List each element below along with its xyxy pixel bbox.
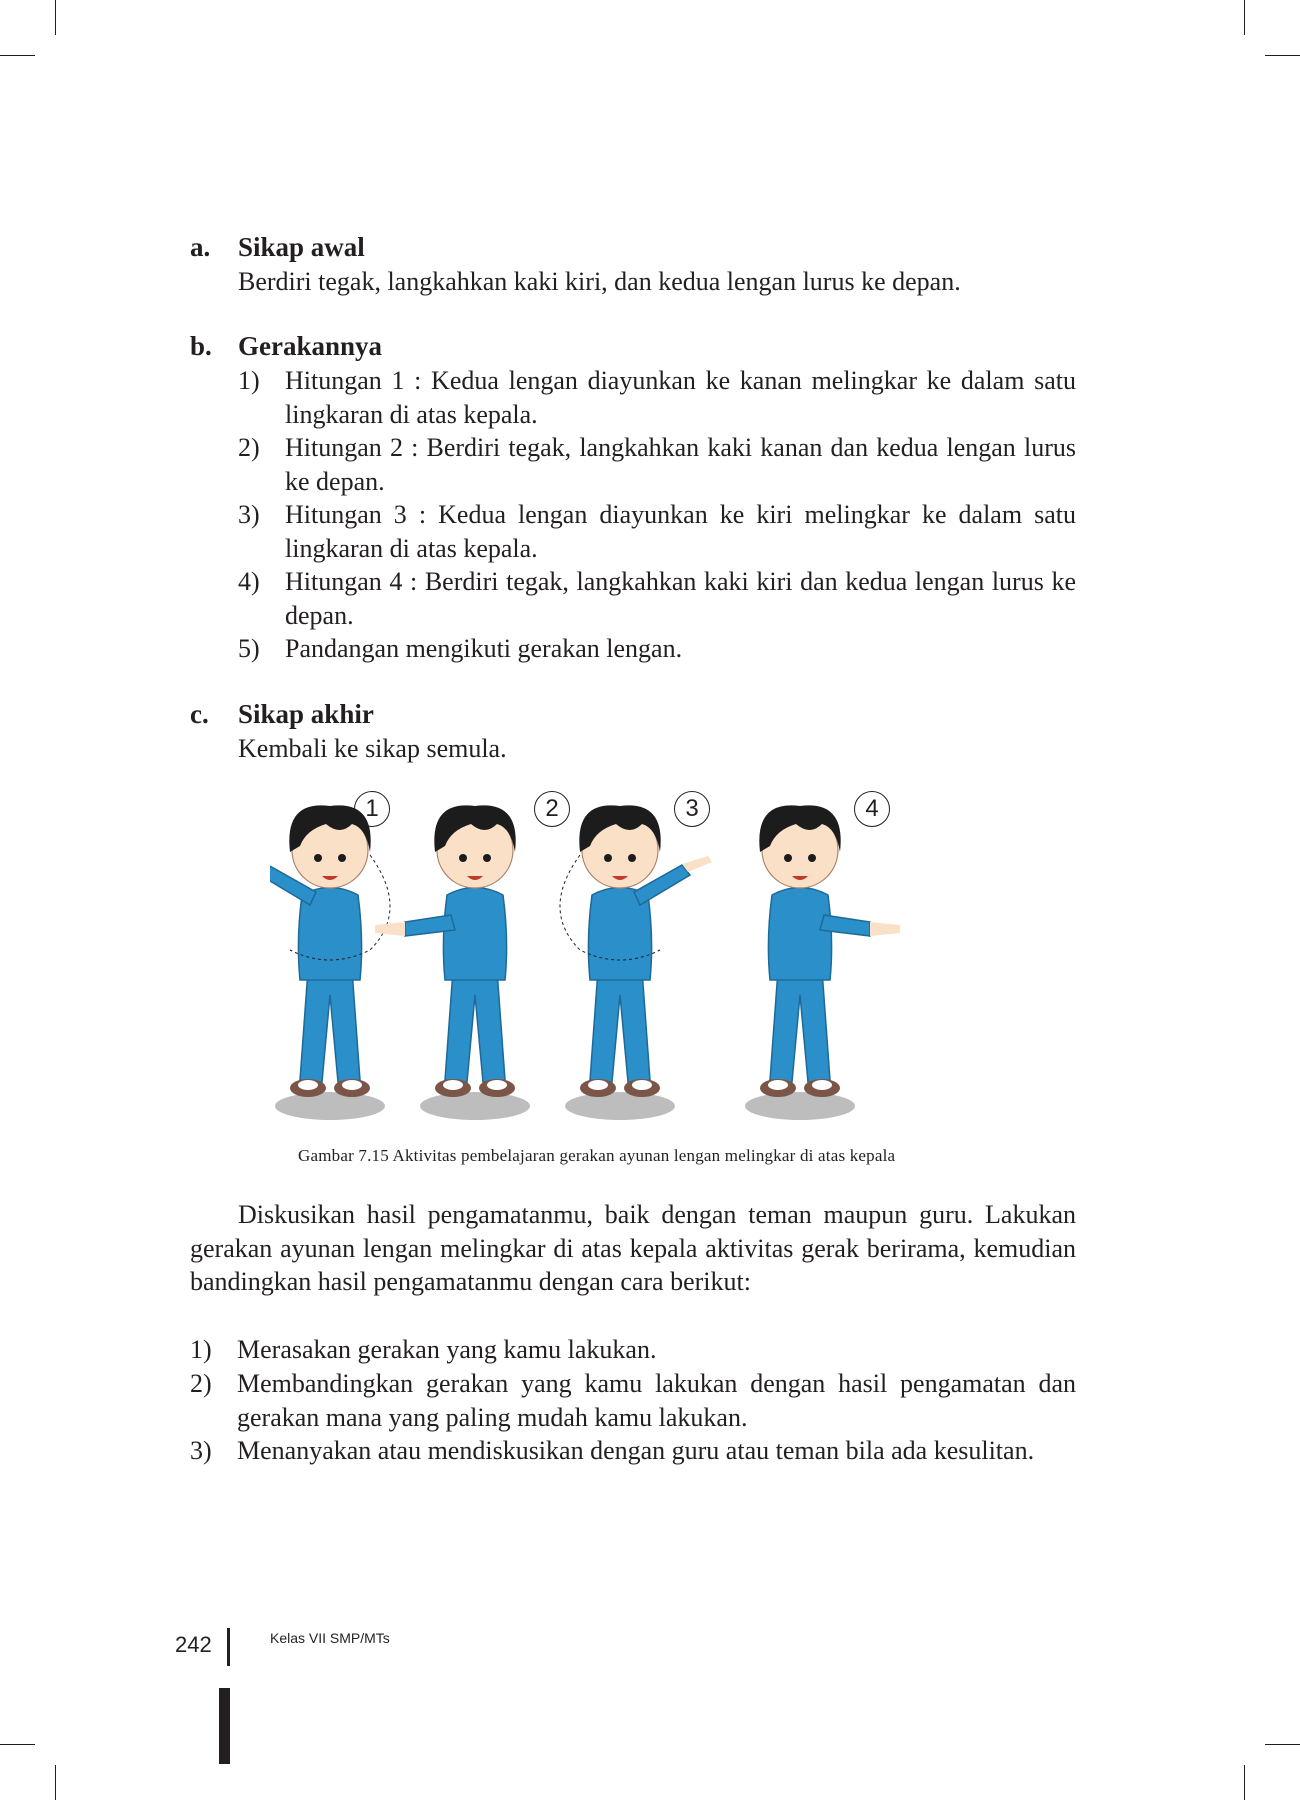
section-a-text: Berdiri tegak, langkahkan kaki kiri, dan kedua lengan lurus ke depan. bbox=[238, 267, 961, 296]
list-text: Menanyakan atau mendiskusikan dengan guru atau teman bila ada kesulitan. bbox=[237, 1436, 1035, 1465]
step-text: Hitungan 2 : Berdiri tegak, langkahkan kaki kanan dan kedua lengan lurus ke depan. bbox=[285, 433, 1076, 496]
figure-illustration bbox=[270, 780, 1030, 1140]
step-number: 5) bbox=[238, 634, 260, 663]
kid-figure-2 bbox=[375, 805, 530, 1120]
crop-mark bbox=[55, 1765, 56, 1800]
list-item bbox=[190, 1333, 1076, 1367]
list-number: 1) bbox=[190, 1335, 212, 1364]
discussion-paragraph bbox=[190, 1198, 1076, 1299]
book-title: Kelas VII SMP/MTs bbox=[270, 1630, 390, 1646]
section-c-text: Kembali ke sikap semula. bbox=[238, 734, 507, 763]
step-item bbox=[238, 565, 1076, 632]
crop-mark bbox=[1265, 55, 1300, 56]
crop-mark bbox=[55, 0, 56, 35]
section-c-title: Sikap akhir bbox=[238, 699, 374, 729]
kid-figure-3 bbox=[560, 805, 712, 1120]
section-c-letter: c. bbox=[190, 699, 209, 729]
list-number: 3) bbox=[190, 1436, 212, 1465]
step-label-2: 2 bbox=[534, 791, 570, 827]
footer-bar bbox=[219, 1688, 230, 1764]
step-text: Hitungan 1 : Kedua lengan diayunkan ke kanan melingkar ke dalam satu lingkaran di atas kepala. bbox=[285, 366, 1076, 429]
step-number: 2) bbox=[238, 433, 260, 462]
figure-arm-swing bbox=[270, 780, 1030, 1140]
step-label-1: 1 bbox=[354, 791, 390, 827]
step-number: 4) bbox=[238, 567, 260, 596]
page-number: 242 bbox=[175, 1632, 212, 1657]
step-text: Pandangan mengikuti gerakan lengan. bbox=[285, 634, 683, 663]
section-a-title: Sikap awal bbox=[238, 232, 365, 262]
step-text: Hitungan 3 : Kedua lengan diayunkan ke kiri melingkar ke dalam satu lingkaran di atas kepala. bbox=[285, 500, 1076, 563]
step-number: 3) bbox=[238, 500, 260, 529]
crop-mark bbox=[1265, 1744, 1300, 1745]
list-number: 2) bbox=[190, 1369, 212, 1398]
step-number: 1) bbox=[238, 366, 260, 395]
list-text: Merasakan gerakan yang kamu lakukan. bbox=[237, 1335, 657, 1364]
step-item bbox=[238, 498, 1076, 565]
step-label-4: 4 bbox=[854, 791, 890, 827]
list-text: Membandingkan gerakan yang kamu lakukan dengan hasil pengamatan dan gerakan mana yang paling mudah kamu lakukan. bbox=[237, 1369, 1076, 1432]
figure-caption: Gambar 7.15 Aktivitas pembelajaran gerakan ayunan lengan melingkar di atas kepala bbox=[298, 1146, 896, 1165]
section-a-letter: a. bbox=[190, 232, 211, 262]
crop-mark bbox=[1244, 1765, 1245, 1800]
list-item bbox=[190, 1434, 1076, 1468]
discussion-paragraph-text: Diskusikan hasil pengamatanmu, baik dengan teman maupun guru. Lakukan gerakan ayunan lengan melingkar di atas kepala aktivitas gerak berirama, kemudian bandingkan hasil pengamatanmu dengan cara berikut: bbox=[190, 1200, 1076, 1296]
step-item bbox=[238, 632, 1076, 666]
crop-mark bbox=[0, 55, 35, 56]
kid-figure-4 bbox=[745, 805, 900, 1120]
list-item bbox=[190, 1367, 1076, 1434]
crop-mark bbox=[1244, 0, 1245, 35]
section-b-title: Gerakannya bbox=[238, 331, 383, 361]
step-text: Hitungan 4 : Berdiri tegak, langkahkan kaki kiri dan kedua lengan lurus ke depan. bbox=[285, 567, 1076, 630]
step-item bbox=[238, 364, 1076, 431]
step-item bbox=[238, 431, 1076, 498]
kid-figure-1 bbox=[270, 805, 390, 1120]
step-label-3: 3 bbox=[674, 791, 710, 827]
footer-divider bbox=[227, 1628, 230, 1666]
section-b-letter: b. bbox=[190, 331, 212, 361]
crop-mark bbox=[0, 1744, 35, 1745]
